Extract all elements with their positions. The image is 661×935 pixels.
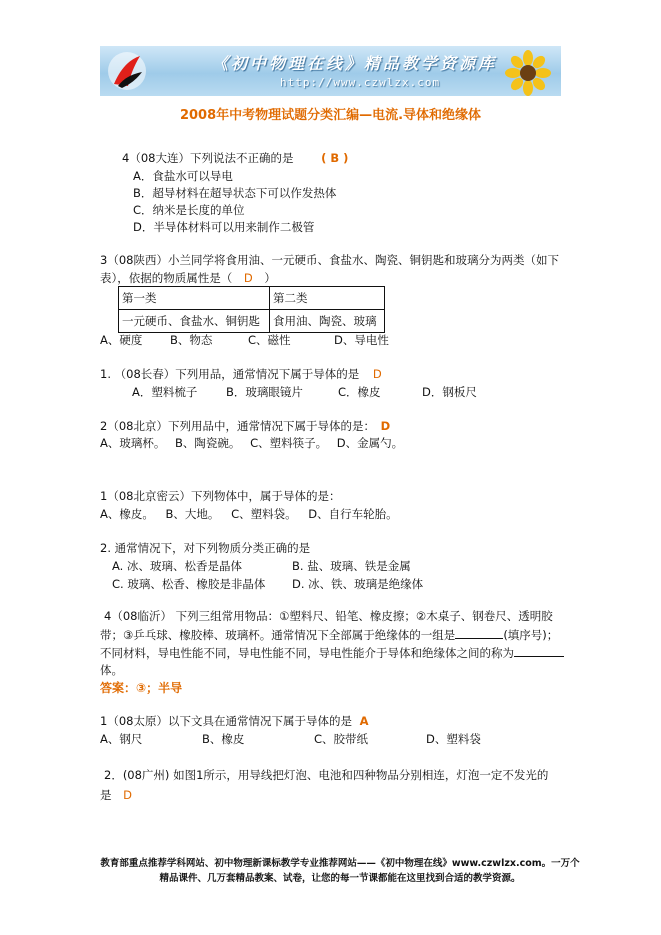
q1-option-b: B．超导材料在超导状态下可以作发热体 bbox=[133, 186, 337, 200]
q7-line3 bbox=[100, 644, 564, 661]
q2-stem-line2 bbox=[100, 270, 276, 286]
q8-option-a: A、钢尺 bbox=[100, 732, 143, 746]
footer-line-1: 教育部重点推荐学科网站、初中物理新课标教学专业推荐网站——《初中物理在线》www.czwlzx.com。一万个 bbox=[100, 858, 580, 869]
q2-stem-line1: 3（08陕西）小兰同学将食用油、一元硬币、食盐水、陶瓷、铜钥匙和玻璃分为两类（如下 bbox=[100, 253, 559, 267]
q7-line1: 4（08临沂） 下列三组常用物品：①塑料尺、铅笔、橡皮擦；②木桌子、钢卷尺、透明胶 bbox=[104, 609, 553, 623]
q2-option-b: B、物态 bbox=[170, 333, 213, 347]
q2-option-c: C、磁性 bbox=[248, 333, 291, 347]
q2-stem-line2-text: 表），依据的物质属性是（ bbox=[100, 271, 233, 285]
q3-option-d: D．钢板尺 bbox=[422, 385, 477, 399]
q5-options: A、橡皮。 B、大地。 C、塑料袋。 D、自行车轮胎。 bbox=[100, 507, 398, 521]
q1-option-d: D．半导体材料可以用来制作二极管 bbox=[133, 220, 315, 234]
q4-options: A、玻璃杯。 B、陶瓷碗。 C、塑料筷子。 D、金属勺。 bbox=[100, 436, 404, 450]
table-row bbox=[119, 287, 385, 310]
q2-option-a: A、硬度 bbox=[100, 333, 143, 347]
q8-stem bbox=[100, 713, 369, 729]
q1-stem bbox=[122, 150, 348, 166]
q8-stem-text: 1（08太原）以下文具在通常情况下属于导体的是 bbox=[100, 714, 352, 728]
q6-stem: 2. 通常情况下，对下列物质分类正确的是 bbox=[100, 541, 311, 555]
q3-option-c: C．橡皮 bbox=[338, 385, 381, 399]
q4-stem-text: 2（08北京）下列用品中，通常情况下属于导体的是： bbox=[100, 419, 375, 433]
q2-stem-end: ） bbox=[264, 271, 276, 285]
table-row bbox=[119, 310, 385, 333]
q9-answer: D bbox=[123, 788, 133, 802]
q2-answer: D bbox=[243, 271, 253, 285]
footer-line-2: 精品课件、几万套精品教案、试卷，让您的每一节课都能在这里找到合适的教学资源。 bbox=[159, 873, 521, 884]
q1-option-c: C．纳米是长度的单位 bbox=[133, 203, 245, 217]
q7-line3-text: 不同材料，导电性能不同，导电性能不同，导电性能介于导体和绝缘体之间的称为 bbox=[100, 646, 514, 660]
q9-line1: 2．(08广州) 如图1所示，用导线把灯泡、电池和四种物品分别相连，灯泡一定不发光的 bbox=[104, 768, 549, 782]
banner-url[interactable]: http://www.czwlzx.com bbox=[280, 76, 441, 89]
document-title: 2008年中考物理试题分类汇编—电流.导体和绝缘体 bbox=[179, 108, 482, 123]
q5-stem: 1（08北京密云）下列物体中，属于导体的是： bbox=[100, 489, 341, 503]
sunflower-icon bbox=[503, 50, 553, 96]
table-cell-class1: 一元硬币、食盐水、铜钥匙 bbox=[119, 310, 270, 333]
q6-option-b: B. 盐、玻璃、铁是金属 bbox=[292, 559, 411, 573]
q8-answer: A bbox=[359, 714, 369, 728]
q1-stem-text: 4（08大连）下列说法不正确的是 bbox=[122, 151, 294, 165]
q7-blank-2 bbox=[514, 644, 564, 657]
site-logo-icon bbox=[106, 50, 148, 92]
table-header-cell-2: 第二类 bbox=[270, 287, 385, 310]
q8-option-c: C、胶带纸 bbox=[314, 732, 369, 746]
q7-blank-1 bbox=[455, 626, 503, 639]
q7-answer: 答案：③；半导 bbox=[100, 681, 183, 695]
q7-line4: 体。 bbox=[100, 663, 123, 677]
q6-option-d: D. 冰、铁、玻璃是绝缘体 bbox=[292, 577, 424, 591]
q3-stem bbox=[100, 366, 382, 382]
q4-answer: D bbox=[380, 419, 391, 433]
q7-line2-end: (填序号)； bbox=[503, 628, 559, 642]
site-banner bbox=[100, 46, 561, 96]
q9-line2-text: 是 bbox=[100, 788, 112, 802]
q3-option-a: A．塑料梳子 bbox=[132, 385, 198, 399]
table-cell-class2: 食用油、陶瓷、玻璃 bbox=[270, 310, 385, 333]
q1-option-a: A．食盐水可以导电 bbox=[133, 169, 233, 183]
banner-title: 《初中物理在线》精品教学资源库 bbox=[212, 54, 498, 73]
q4-stem bbox=[100, 418, 390, 434]
q8-option-d: D、塑料袋 bbox=[426, 732, 481, 746]
page-footer bbox=[70, 856, 610, 886]
q9-line2 bbox=[100, 787, 132, 803]
q6-option-c: C. 玻璃、松香、橡胶是非晶体 bbox=[112, 577, 266, 591]
q3-stem-text: 1. （08长春）下列用品，通常情况下属于导体的是 bbox=[100, 367, 360, 381]
q3-option-b: B．玻璃眼镜片 bbox=[226, 385, 303, 399]
q6-option-a: A. 冰、玻璃、松香是晶体 bbox=[112, 559, 242, 573]
q2-classification-table bbox=[118, 286, 385, 333]
q8-option-b: B、橡皮 bbox=[202, 732, 245, 746]
table-header-cell-1: 第一类 bbox=[119, 287, 270, 310]
q3-answer: D bbox=[372, 367, 382, 381]
q1-answer: ( B ) bbox=[321, 151, 349, 165]
q7-line2 bbox=[100, 626, 558, 643]
q7-line2-text: 带；③乒乓球、橡胶棒、玻璃杯。通常情况下全部属于绝缘体的一组是 bbox=[100, 628, 456, 642]
q2-option-d: D、导电性 bbox=[334, 333, 389, 347]
